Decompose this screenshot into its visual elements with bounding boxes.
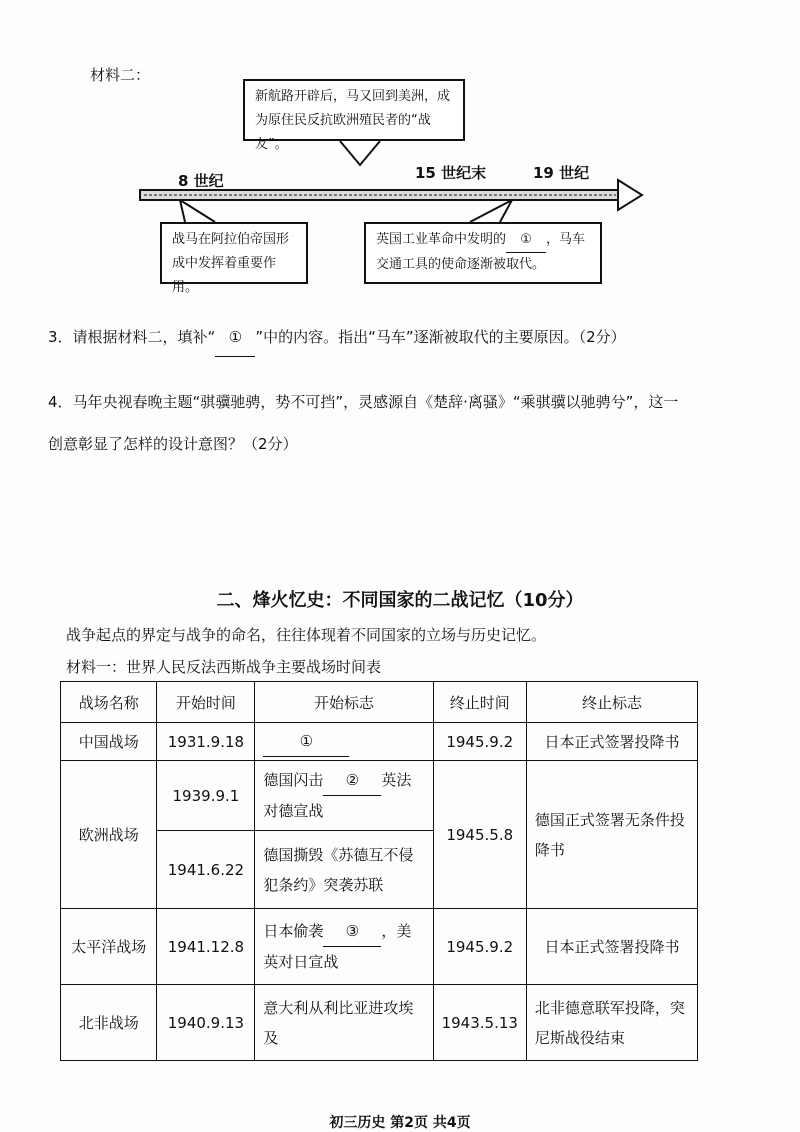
start-time: 1931.9.18 (157, 723, 255, 761)
callout-ir-blank: ① (506, 228, 546, 253)
section2-intro: 战争起点的界定与战争的命名，往往体现着不同国家的立场与历史记忆。 (66, 626, 547, 644)
callout-new-route: 新航路开辟后，马又回到美洲，成为原住民反抗欧洲殖民者的“战友”。 (243, 79, 465, 141)
end-time: 1945.5.8 (433, 761, 526, 909)
timeline-label-15th-century: 15 世纪末 (415, 164, 487, 182)
header-cell: 终止标志 (526, 682, 697, 723)
header-cell: 终止时间 (433, 682, 526, 723)
end-sign: 日本正式签署投降书 (526, 723, 697, 761)
sign-post: ，美英对日宣战 (263, 922, 412, 971)
end-time: 1945.9.2 (433, 909, 526, 985)
sign-pre: 日本偷袭 (263, 922, 324, 940)
timeline-label-19th-century: 19 世纪 (533, 164, 590, 182)
end-time: 1945.9.2 (433, 723, 526, 761)
header-cell: 战场名称 (61, 682, 157, 723)
battlefield-table (60, 681, 698, 1061)
header-cell: 开始时间 (157, 682, 255, 723)
material1-label: 材料一：世界人民反法西斯战争主要战场时间表 (66, 658, 382, 676)
sign1-post: 英法对德宣战 (263, 771, 412, 820)
q4-line1: 4．马年央视春晚主题“骐骥驰骋，势不可挡”，灵感源自《楚辞·离骚》“乘骐骥以驰骋兮”，这一 (48, 393, 679, 411)
sign1-pre: 德国闪击 (263, 771, 324, 789)
question-3 (48, 318, 626, 357)
q3-pre: 3．请根据材料二，填补“ (48, 328, 216, 346)
start-sign (255, 909, 433, 985)
section2-title: 二、烽火忆史：不同国家的二战记忆（10分） (216, 590, 584, 611)
page-footer: 初三历史 第2页 共4页 (329, 1115, 471, 1131)
header-cell: 开始标志 (255, 682, 433, 723)
material2-label: 材料二： (90, 66, 151, 84)
callout-industrial-revolution (364, 222, 602, 284)
start-time: 1939.9.1 (157, 761, 255, 831)
q4-line2: 创意彰显了怎样的设计意图？（2分） (48, 435, 298, 453)
callout-ir-post: ，马车交通工具的使命逐渐被取代。 (376, 232, 586, 272)
q3-blank: ① (215, 318, 255, 357)
question-4 (48, 383, 748, 463)
callout-arab-empire: 战马在阿拉伯帝国形成中发挥着重要作用。 (160, 222, 308, 284)
battlefield-name: 中国战场 (61, 723, 157, 761)
start-time: 1941.6.22 (157, 831, 255, 909)
blank-3: ③ (323, 916, 381, 947)
end-sign: 北非德意联军投降，突尼斯战役结束 (526, 985, 697, 1061)
blank-1: ① (263, 726, 349, 757)
battlefield-name: 太平洋战场 (61, 909, 157, 985)
start-time: 1940.9.13 (157, 985, 255, 1061)
end-sign: 日本正式签署投降书 (526, 909, 697, 985)
start-sign: 德国撕毁《苏德互不侵犯条约》突袭苏联 (255, 831, 433, 909)
table-row (61, 985, 698, 1061)
start-sign: 意大利从利比亚进攻埃及 (255, 985, 433, 1061)
table-header-row (61, 682, 698, 723)
callout-ir-pre: 英国工业革命中发明的 (376, 232, 507, 247)
start-sign (255, 723, 433, 761)
start-time: 1941.12.8 (157, 909, 255, 985)
q3-post: ”中的内容。指出“马车”逐渐被取代的主要原因。（2分） (255, 328, 626, 346)
end-sign: 德国正式签署无条件投降书 (526, 761, 697, 909)
table-row (61, 723, 698, 761)
end-time: 1943.5.13 (433, 985, 526, 1061)
timeline-label-8th-century: 8 世纪 (178, 172, 224, 190)
battlefield-name: 欧洲战场 (61, 761, 157, 909)
blank-2: ② (323, 765, 381, 796)
start-sign (255, 761, 433, 831)
table-row (61, 909, 698, 985)
battlefield-name: 北非战场 (61, 985, 157, 1061)
table-row (61, 761, 698, 831)
